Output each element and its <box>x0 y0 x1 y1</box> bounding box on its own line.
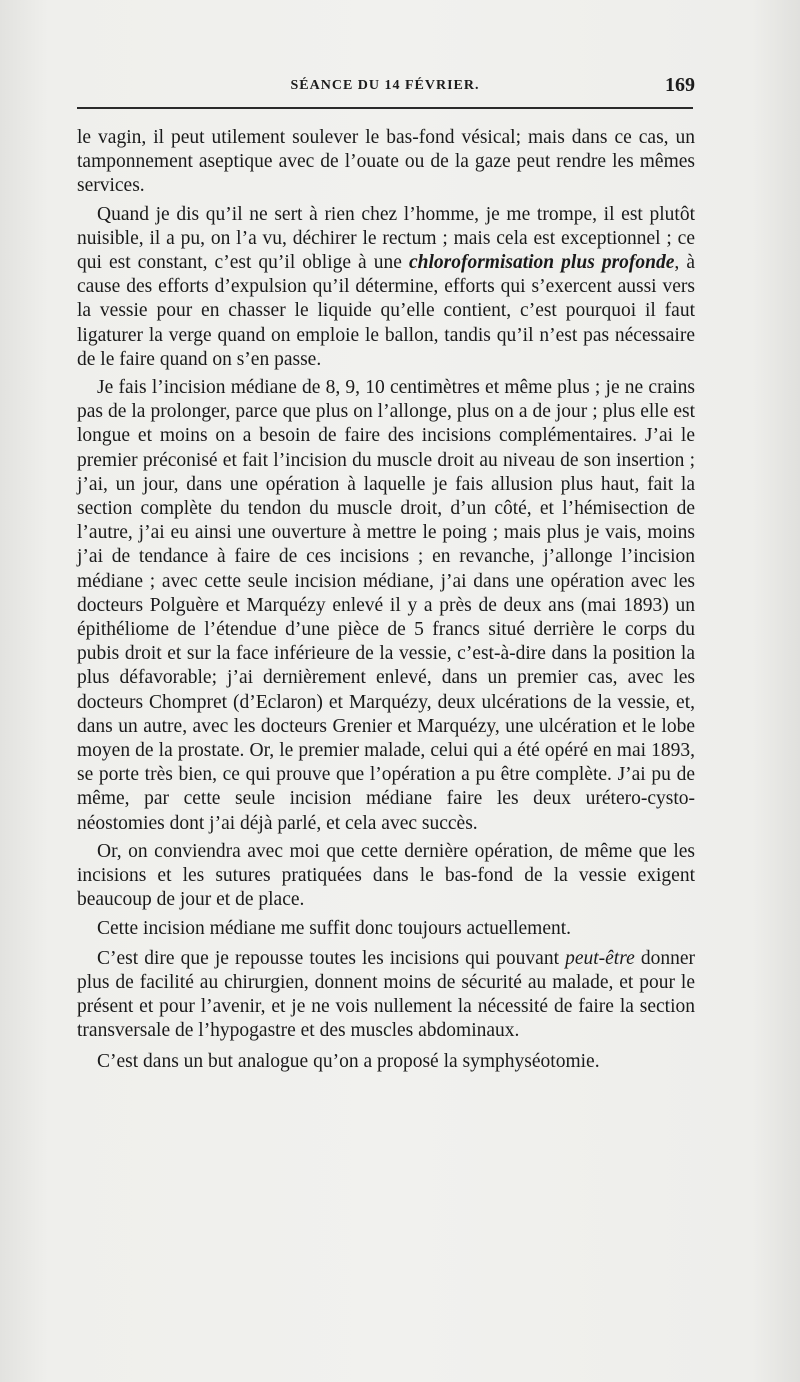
paragraph-7: C’est dans un but analogue qu’on a proposé la symphyséotomie. <box>97 1050 600 1072</box>
page-number: 169 <box>665 74 695 96</box>
running-title: SÉANCE DU 14 FÉVRIER. <box>290 78 480 93</box>
paragraph-1: le vagin, il peut utilement soulever le bas-fond vésical; mais dans ce cas, un tamponnement aseptique avec de l’ouate ou de la gaze peut rendre les mêmes services. <box>77 127 695 197</box>
paragraph-6 <box>77 947 695 1044</box>
paragraph-2-text-b: , à cause des efforts d’expulsion qu’il détermine, efforts qui s’exercent aussi vers la vessie pour en chasser le liquide qu’elle contient, c’est pourquoi il faut ligaturer la verge quand on emploie le ballon, tandis qu’il n’est pas nécessaire de le faire quand on s’en passe. <box>77 252 695 370</box>
paragraph-2 <box>77 203 695 372</box>
body-text <box>77 126 695 1078</box>
paragraph-6-text-a: C’est dire que je repousse toutes les incisions qui pouvant <box>97 947 566 969</box>
paragraph-6-emphasis: peut-être <box>565 947 635 969</box>
paragraph-6-text-b: donner plus de facilité au chirurgien, donnent moins de sécurité au malade, et pour le présent et pour l’avenir, et je ne vois nullement la nécessité de faire la section transversale de l’hypogastre et des muscles abdominaux. <box>77 947 695 1042</box>
paragraph-5: Cette incision médiane me suffit donc toujours actuellement. <box>97 917 572 939</box>
page-header <box>77 76 693 100</box>
paragraph-2-emphasis: chloroformisation plus profonde <box>408 252 675 274</box>
paragraph-3: Je fais l’incision médiane de 8, 9, 10 centimètres et même plus ; je ne crains pas de la prolonger, parce que plus on l’allonge, plus on a de jour ; plus elle est longue et moins on a besoin de faire des incisions complémentaires. J’ai le premier préconisé et fait l’incision du muscle droit au niveau de son insertion ; j’ai, un jour, dans une opération à laquelle je fais allusion plus haut, fait la section complète du tendon du muscle droit, d’un côté, et l’hémisection de l’autre, j’ai eu ainsi une ouverture à mettre le poing ; mais plus je vais, moins j’ai de tendance à faire de ces incisions ; en revanche, j’allonge l’incision médiane ; avec cette seule incision médiane, j’ai dans une opération avec les docteurs Polguère et Marquézy enlevé il y a près de deux ans (mai 1893) un épithéliome de l’étendue d’une pièce de 5 francs situé derrière le corps du pubis droit et sur la face inférieure de la vessie, c’est-à-dire dans la position la plus défavorable; j’ai dernièrement enlevé, dans un premier cas, avec les docteurs Chompret (d’Eclaron) et Marquézy, deux ulcérations de la vessie, et, dans un autre, avec les docteurs Grenier et Marquézy, une ulcération et le lobe moyen de la prostate. Or, le premier malade, celui qui a été opéré en mai 1893, se porte très bien, ce qui prouve que l’opération a pu être complète. J’ai pu de même, par cette seule incision médiane faire les deux urétero-cysto-néostomies dont j’ai déjà parlé, et cela avec succès. <box>77 377 695 834</box>
header-rule <box>77 107 693 109</box>
paragraph-2-text-a: Quand je dis qu’il ne sert à rien chez l’homme, je me trompe, il est plutôt nuisible, il a pu, on l’a vu, déchirer le rectum ; mais cela est exceptionnel ; ce qui est constant, c’est qu’il oblige à une <box>77 203 695 274</box>
paragraph-4: Or, on conviendra avec moi que cette dernière opération, de même que les incisions et les sutures pratiquées dans le bas-fond de la vessie exigent beaucoup de jour et de place. <box>77 840 695 911</box>
